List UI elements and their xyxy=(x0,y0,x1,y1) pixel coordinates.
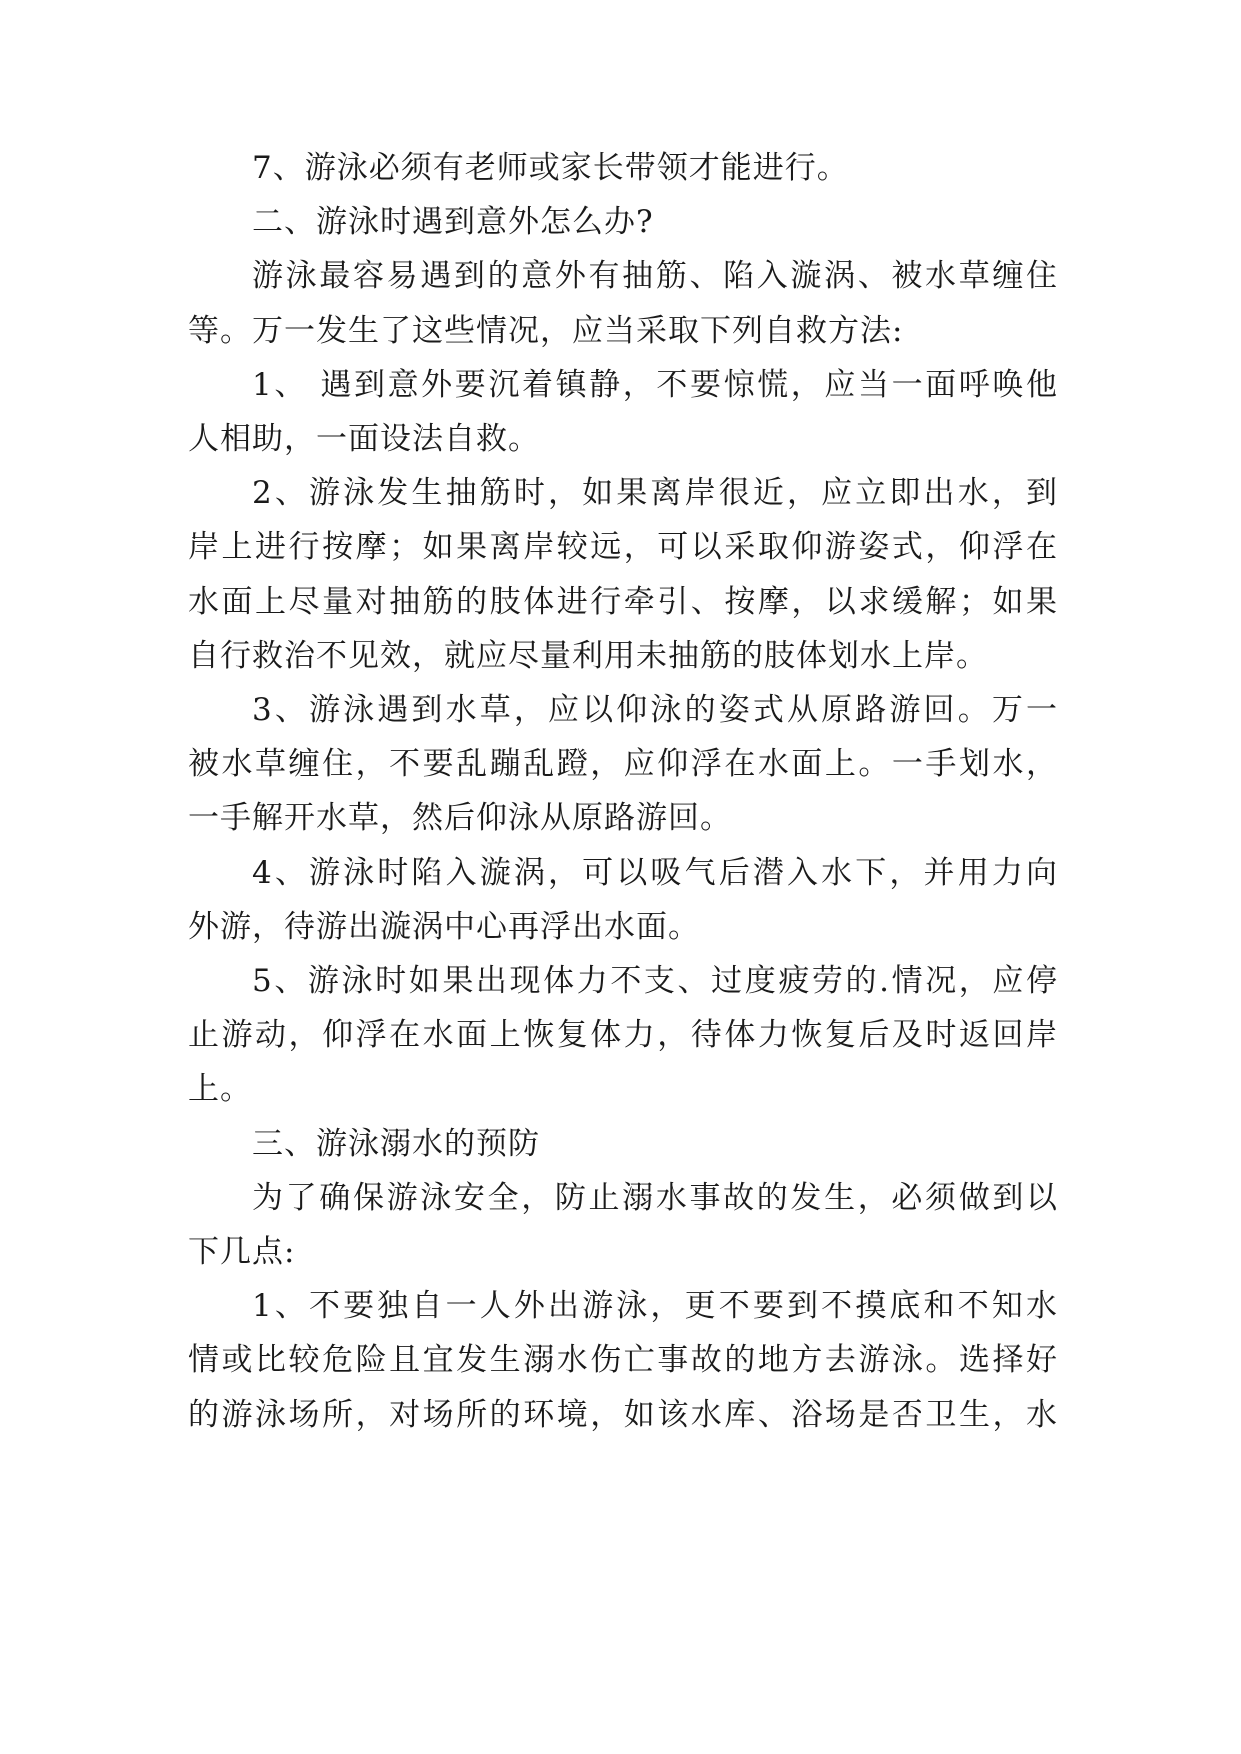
text-line: 三、游泳溺水的预防 xyxy=(252,1125,540,1162)
text-line: 1、不要独自一人外出游泳，更不要到不摸底和不知水 xyxy=(252,1288,1058,1325)
text-line: 一手解开水草，然后仰泳从原路游回。 xyxy=(188,800,732,837)
text-line: 的游泳场所，对场所的环境，如该水库、浴场是否卫生，水 xyxy=(188,1396,1058,1433)
text-line: 止游动，仰浮在水面上恢复体力，待体力恢复后及时返回岸 xyxy=(188,1017,1058,1054)
text-line: 情或比较危险且宜发生溺水伤亡事故的地方去游泳。选择好 xyxy=(188,1342,1058,1379)
text-line: 4、游泳时陷入漩涡，可以吸气后潜入水下，并用力向 xyxy=(252,854,1058,891)
text-line: 7、游泳必须有老师或家长带领才能进行。 xyxy=(252,150,849,186)
text-line: 2、游泳发生抽筋时，如果离岸很近，应立即出水，到 xyxy=(252,475,1058,512)
text-line: 等。万一发生了这些情况，应当采取下列自救方法: xyxy=(188,312,904,349)
text-line: 被水草缠住，不要乱蹦乱蹬，应仰浮在水面上。一手划水， xyxy=(188,746,1058,783)
text-line: 岸上进行按摩；如果离岸较远，可以采取仰游姿式，仰浮在 xyxy=(188,529,1058,566)
text-line: 二、游泳时遇到意外怎么办? xyxy=(252,204,654,241)
text-line: 5、游泳时如果出现体力不支、过度疲劳的.情况，应停 xyxy=(252,963,1058,999)
text-line: 外游，待游出漩涡中心再浮出水面。 xyxy=(188,908,700,945)
text-line: 游泳最容易遇到的意外有抽筋、陷入漩涡、被水草缠住 xyxy=(252,258,1058,295)
text-line: 水面上尽量对抽筋的肢体进行牵引、按摩，以求缓解；如果 xyxy=(188,583,1058,620)
text-line: 3、游泳遇到水草，应以仰泳的姿式从原路游回。万一 xyxy=(252,692,1058,728)
text-line: 上。 xyxy=(188,1071,252,1108)
text-line: 1、 遇到意外要沉着镇静，不要惊慌，应当一面呼唤他 xyxy=(252,366,1058,403)
text-line: 下几点: xyxy=(188,1234,296,1270)
text-line: 自行救治不见效，就应尽量利用未抽筋的肢体划水上岸。 xyxy=(188,637,988,674)
text-line: 人相助，一面设法自救。 xyxy=(188,421,540,457)
text-line: 为了确保游泳安全，防止溺水事故的发生，必须做到以 xyxy=(252,1179,1058,1216)
